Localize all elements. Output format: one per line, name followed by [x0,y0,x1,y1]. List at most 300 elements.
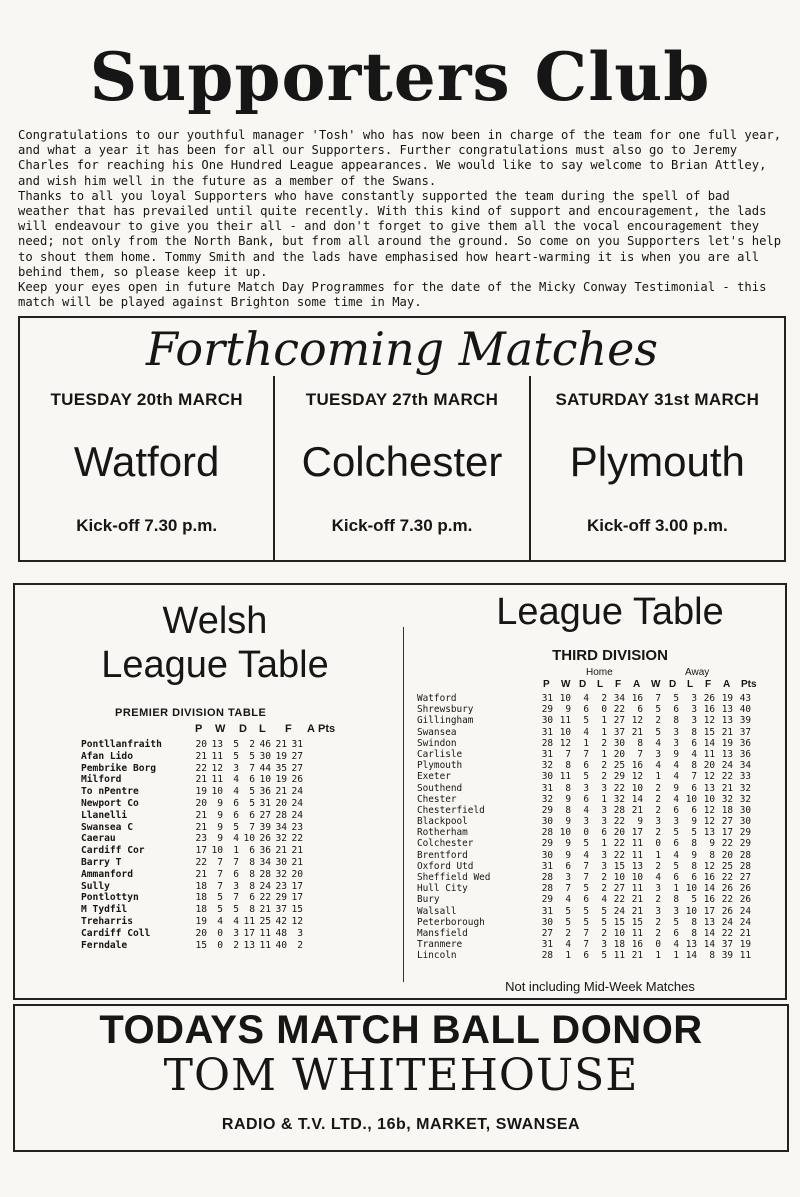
stat-cell: 37 [739,726,751,738]
stat-cell: 19 [195,915,207,927]
stat-cell: 1 [673,883,679,895]
stat-cell: 2 [297,939,303,951]
stat-cell: 11 [613,950,625,962]
stat-cell: 3 [655,883,661,895]
stat-cell: 3 [565,872,571,883]
stat-cell: 5 [655,704,661,716]
stat-cell: 22 [613,849,625,861]
stat-cell: 4 [565,894,571,906]
stat-cell: 8 [565,782,571,794]
stat-cell: 28 [259,868,271,880]
donor-address: RADIO & T.V. LTD., 16b, MARKET, SWANSEA [221,1116,581,1133]
team-name: Ammanford [81,868,133,880]
stat-cell: 17 [243,927,255,939]
stat-cell: 2 [601,760,607,772]
stat-cell: 16 [703,872,715,883]
stat-cell: 9 [217,809,223,821]
stat-cell: 3 [673,726,679,738]
match-date: TUESDAY 27th MARCH [305,390,499,409]
column-divider [403,627,404,982]
league-table-row [417,850,777,861]
stat-cell: 2 [249,739,255,750]
stat-cell: 20 [613,748,625,760]
welsh-title-line: League Table [101,644,329,686]
stat-cell: 5 [691,827,697,839]
stat-cell: 11 [259,927,271,939]
team-name: Chesterfield [417,804,485,816]
league-table-row [417,950,777,961]
stat-cell: 18 [195,880,207,892]
welsh-table-row [81,774,341,786]
team-name: Southend [417,782,463,794]
league-note: Not including Mid-Week Matches [505,979,695,994]
team-name: Milford [81,774,122,786]
welsh-table-row [81,822,341,834]
team-name: Shrewsbury [417,704,474,716]
stat-cell: 5 [233,739,239,750]
stat-cell: 8 [691,860,697,872]
stat-cell: 29 [541,804,553,816]
stat-cell: 3 [583,816,589,828]
stat-cell: 28 [541,950,553,962]
stat-cell: 8 [565,760,571,772]
stat-cell: 2 [233,939,239,951]
stat-cell: 15 [613,916,625,928]
stat-cell: 4 [217,915,223,927]
stat-cell: 6 [565,860,571,872]
stat-cell: 26 [739,883,751,895]
stat-cell: 4 [565,939,571,951]
team-name: Brentford [417,849,468,861]
stat-cell: 6 [583,760,589,772]
stat-cell: 34 [259,856,271,868]
team-name: M Tydfil [81,904,128,916]
stat-cell: 4 [673,793,679,805]
league-table-row [417,939,777,950]
stat-cell: 3 [673,737,679,749]
stat-cell: 11 [703,748,715,760]
league-table-row [417,704,777,715]
stat-cell: 11 [211,750,223,762]
stat-cell: 2 [655,927,661,939]
team-name: Gillingham [417,715,474,727]
stat-cell: 2 [601,872,607,883]
stat-cell: 3 [601,939,607,951]
third-division-label: THIRD DIVISION [552,647,668,664]
stat-cell: 15 [703,726,715,738]
intro-paragraph: Thanks to all you loyal Supporters who have constantly supported the team during the spell of bad weather that has prevailed until quite recently. With this kind of support and encouragement, the lads will endeavour to give you their all - and don't forget to give them all the vocal encouragement they need; not only from the North Bank, but from all around the ground. So come on you Supporters let's help to shout them home. Tommy Smith and the lads have emphasised how heart-warming it is when you are all behind them, so please keep it up. [18,188,782,279]
stat-cell: 9 [709,838,715,850]
stat-cell: 2 [601,693,607,704]
stat-cell: 3 [233,762,239,774]
stat-cell: 19 [275,750,287,762]
stat-cell: 6 [691,737,697,749]
stat-cell: 31 [541,726,553,738]
match-opponent: Plymouth [569,438,745,485]
stat-cell: 22 [291,833,303,845]
stat-cell: 21 [195,774,207,786]
stat-cell: 21 [631,905,643,917]
stat-cell: 7 [565,748,571,760]
stat-cell: 21 [195,821,207,833]
stat-cell: 7 [637,748,643,760]
stat-cell: 3 [691,693,697,704]
stat-cell: 10 [211,845,223,857]
stat-cell: 11 [243,915,255,927]
stat-cell: 0 [655,939,661,951]
stat-cell: 4 [673,939,679,951]
stat-cell: 9 [691,849,697,861]
stat-cell: 29 [541,838,553,850]
donor-name: TOM WHITEHOUSE [163,1050,639,1101]
stat-cell: 5 [583,838,589,850]
stat-cell: 5 [601,905,607,917]
stat-cell: 5 [583,905,589,917]
stat-cell: 28 [541,872,553,883]
stat-cell: 4 [655,872,661,883]
stat-cell: 12 [631,771,643,783]
stat-cell: 6 [583,704,589,716]
stat-cell: 30 [541,771,553,783]
stat-cell: 14 [685,950,697,962]
stat-cell: 19 [739,939,751,951]
page-title: Supporters Club [89,38,711,116]
stat-cell: 22 [613,782,625,794]
welsh-table-row [81,892,341,904]
stat-cell: 31 [541,905,553,917]
stat-cell: 35 [275,762,287,774]
stat-cell: 11 [259,939,271,951]
stat-cell: 21 [631,804,643,816]
stat-cell: 8 [691,838,697,850]
stat-cell: 20 [195,797,207,809]
forthcoming-grid [20,376,784,562]
welsh-title-line: Welsh [162,600,268,642]
stat-cell: 7 [217,880,223,892]
welsh-table-row [81,739,341,751]
stat-cell: 31 [541,939,553,951]
team-name: Chester [417,793,457,805]
stat-cell: 1 [565,950,571,962]
stat-cell: 12 [703,804,715,816]
stat-cell: 8 [249,904,255,916]
match-date: TUESDAY 20th MARCH [50,390,243,409]
stat-cell: 2 [655,715,661,727]
stat-cell: 6 [673,838,679,850]
team-name: Cardiff Cor [81,845,145,857]
stat-cell: 24 [291,797,303,809]
stat-cell: 23 [275,880,287,892]
stat-cell: 21 [195,750,207,762]
league-table-row [417,760,777,771]
stat-cell: 10 [685,793,697,805]
team-name: Pontlottyn [81,892,139,904]
stat-cell: 0 [655,838,661,850]
stat-cell: 18 [613,939,625,951]
stat-cell: 5 [233,821,239,833]
stat-cell: 16 [703,704,715,716]
stat-cell: 20 [291,868,303,880]
stat-cell: 12 [211,762,223,774]
stat-cell: 24 [721,916,733,928]
stat-cell: 11 [559,771,571,783]
stat-cell: 8 [691,927,697,939]
stat-cell: 0 [601,704,607,716]
stat-cell: 22 [613,894,625,906]
stat-cell: 34 [275,821,287,833]
league-table-row [417,805,777,816]
stat-cell: 8 [249,868,255,880]
stat-cell: 10 [703,793,715,805]
team-name: Ferndale [81,939,128,951]
stat-cell: 28 [541,737,553,749]
stat-cell: 12 [291,915,303,927]
stat-cell: 39 [721,950,733,962]
stat-cell: 3 [655,816,661,828]
stat-cell: 7 [233,892,239,904]
stat-cell: 28 [613,804,625,816]
stat-cell: 3 [601,804,607,816]
league-table-row [417,693,777,704]
stat-cell: 0 [217,939,223,951]
stat-cell: 5 [601,916,607,928]
league-table-row [417,906,777,917]
stat-cell: 22 [721,838,733,850]
league-header: L [597,679,604,690]
stat-cell: 12 [631,715,643,727]
stat-cell: 21 [631,950,643,962]
forthcoming-title: Forthcoming Matches [146,322,658,376]
stat-cell: 29 [739,827,751,839]
stat-cell: 4 [583,849,589,861]
stat-cell: 16 [703,894,715,906]
stat-cell: 16 [631,760,643,772]
stat-cell: 21 [739,927,751,939]
stat-cell: 43 [739,693,751,704]
stat-cell: 5 [673,827,679,839]
stat-cell: 33 [739,771,751,783]
stat-cell: 3 [655,905,661,917]
stat-cell: 37 [275,904,287,916]
stat-cell: 19 [721,693,733,704]
stat-cell: 6 [673,872,679,883]
stat-cell: 8 [673,894,679,906]
stat-cell: 5 [673,860,679,872]
team-name: Caerau [81,833,116,845]
stat-cell: 29 [541,704,553,716]
match-kickoff: Kick-off 7.30 p.m. [76,516,218,535]
stat-cell: 27 [721,816,733,828]
stat-cell: 17 [291,892,303,904]
stat-cell: 24 [291,786,303,798]
stat-cell: 10 [243,833,255,845]
stat-cell: 5 [673,916,679,928]
stat-cell: 17 [631,827,643,839]
stat-cell: 6 [233,797,239,809]
stat-cell: 21 [631,726,643,738]
team-name: Bury [417,894,440,906]
stat-cell: 8 [249,880,255,892]
stat-cell: 26 [703,693,715,704]
stat-cell: 27 [541,927,553,939]
team-name: Watford [417,693,457,704]
stat-cell: 13 [211,739,223,750]
stat-cell: 30 [275,856,287,868]
team-name: Sheffield Wed [417,872,491,883]
team-name: Swansea [417,726,457,738]
stat-cell: 6 [673,804,679,816]
welsh-header: F [285,723,292,735]
stat-cell: 32 [721,793,733,805]
stat-cell: 16 [631,693,643,704]
stat-cell: 8 [691,760,697,772]
stat-cell: 9 [565,704,571,716]
stat-cell: 11 [739,950,751,962]
league-header: W [651,679,661,690]
stat-cell: 22 [721,872,733,883]
match-date: SATURDAY 31st MARCH [555,390,760,409]
league-table-row [417,727,777,738]
team-name: Lincoln [417,950,457,962]
stat-cell: 31 [541,748,553,760]
stat-cell: 7 [583,872,589,883]
stat-cell: 30 [541,715,553,727]
stat-cell: 22 [721,927,733,939]
stat-cell: 9 [691,816,697,828]
stat-cell: 13 [703,916,715,928]
stat-cell: 5 [583,771,589,783]
league-header: L [687,679,694,690]
league-table-row [417,794,777,805]
team-name: Barry T [81,856,122,868]
stat-cell: 6 [673,927,679,939]
stat-cell: 10 [631,782,643,794]
welsh-table-row [81,833,341,845]
stat-cell: 11 [559,715,571,727]
stat-cell: 8 [249,856,255,868]
stat-cell: 8 [673,715,679,727]
league-header: F [615,679,622,690]
league-table-row [417,838,777,849]
stat-cell: 3 [673,816,679,828]
stat-cell: 32 [613,793,625,805]
stat-cell: 29 [275,892,287,904]
intro-paragraph: Congratulations to our youthful manager 'Tosh' who has now been in charge of the team for one full year, and what a year it has been for all our Supporters. Further congratulations must also go to Jeremy Charles for reaching his One Hundred League appearances. We would like to say welcome to Brian Attley, and wish him well in the future as a member of the Swans. [18,128,782,188]
stat-cell: 2 [601,771,607,783]
stat-cell: 17 [291,880,303,892]
stat-cell: 30 [613,737,625,749]
stat-cell: 4 [233,833,239,845]
stat-cell: 2 [565,927,571,939]
stat-cell: 5 [673,693,679,704]
team-name: Llanelli [81,809,128,821]
team-name: Walsall [417,905,457,917]
stat-cell: 3 [655,748,661,760]
stat-cell: 0 [583,827,589,839]
stat-cell: 18 [721,804,733,816]
stat-cell: 21 [631,894,643,906]
stat-cell: 6 [691,872,697,883]
stat-cell: 21 [195,868,207,880]
stat-cell: 25 [613,760,625,772]
stat-cell: 13 [721,748,733,760]
stat-cell: 40 [739,704,751,716]
stat-cell: 2 [655,860,661,872]
stat-cell: 4 [233,774,239,786]
match-card [529,376,784,562]
stat-cell: 9 [217,797,223,809]
stat-cell: 11 [211,774,223,786]
match-kickoff: Kick-off 3.00 p.m. [586,516,728,535]
team-name: Exeter [417,771,451,783]
stat-cell: 36 [739,737,751,749]
stat-cell: 10 [211,786,223,798]
stat-cell: 22 [195,762,207,774]
league-table-row [417,816,777,827]
stat-cell: 4 [233,786,239,798]
stat-cell: 11 [631,883,643,895]
league-header: D [669,679,677,690]
stat-cell: 32 [739,782,751,794]
league-table-row [417,749,777,760]
stat-cell: 19 [195,786,207,798]
welsh-header: A [307,723,315,735]
team-name: Swindon [417,737,457,749]
stat-cell: 1 [583,737,589,749]
stat-cell: 4 [673,760,679,772]
welsh-table-row [81,881,341,893]
stat-cell: 4 [601,894,607,906]
stat-cell: 27 [291,750,303,762]
team-name: Plymouth [417,760,463,772]
stat-cell: 32 [739,793,751,805]
stat-cell: 30 [541,816,553,828]
stat-cell: 2 [655,916,661,928]
premier-division-subtitle: PREMIER DIVISION TABLE [115,707,267,719]
stat-cell: 36 [259,786,271,798]
stat-cell: 23 [195,833,207,845]
stat-cell: 24 [721,760,733,772]
stat-cell: 2 [655,804,661,816]
stat-cell: 2 [655,793,661,805]
stat-cell: 10 [559,693,571,704]
stat-cell: 6 [691,782,697,794]
stat-cell: 21 [721,726,733,738]
team-name: Treharris [81,915,133,927]
stat-cell: 28 [275,809,287,821]
team-name: Peterborough [417,916,485,928]
stat-cell: 1 [673,950,679,962]
stat-cell: 26 [291,774,303,786]
team-name: Colchester [417,838,474,850]
welsh-header: L [259,723,266,735]
stat-cell: 11 [631,849,643,861]
team-name: Rotherham [417,827,468,839]
stat-cell: 8 [691,726,697,738]
league-table-row [417,928,777,939]
stat-cell: 28 [541,827,553,839]
stat-cell: 3 [601,782,607,794]
stat-cell: 9 [217,833,223,845]
stat-cell: 1 [655,849,661,861]
stat-cell: 6 [673,704,679,716]
stat-cell: 1 [601,838,607,850]
stat-cell: 6 [249,892,255,904]
stat-cell: 13 [685,939,697,951]
stat-cell: 3 [601,849,607,861]
stat-cell: 17 [703,905,715,917]
stat-cell: 46 [259,739,271,750]
